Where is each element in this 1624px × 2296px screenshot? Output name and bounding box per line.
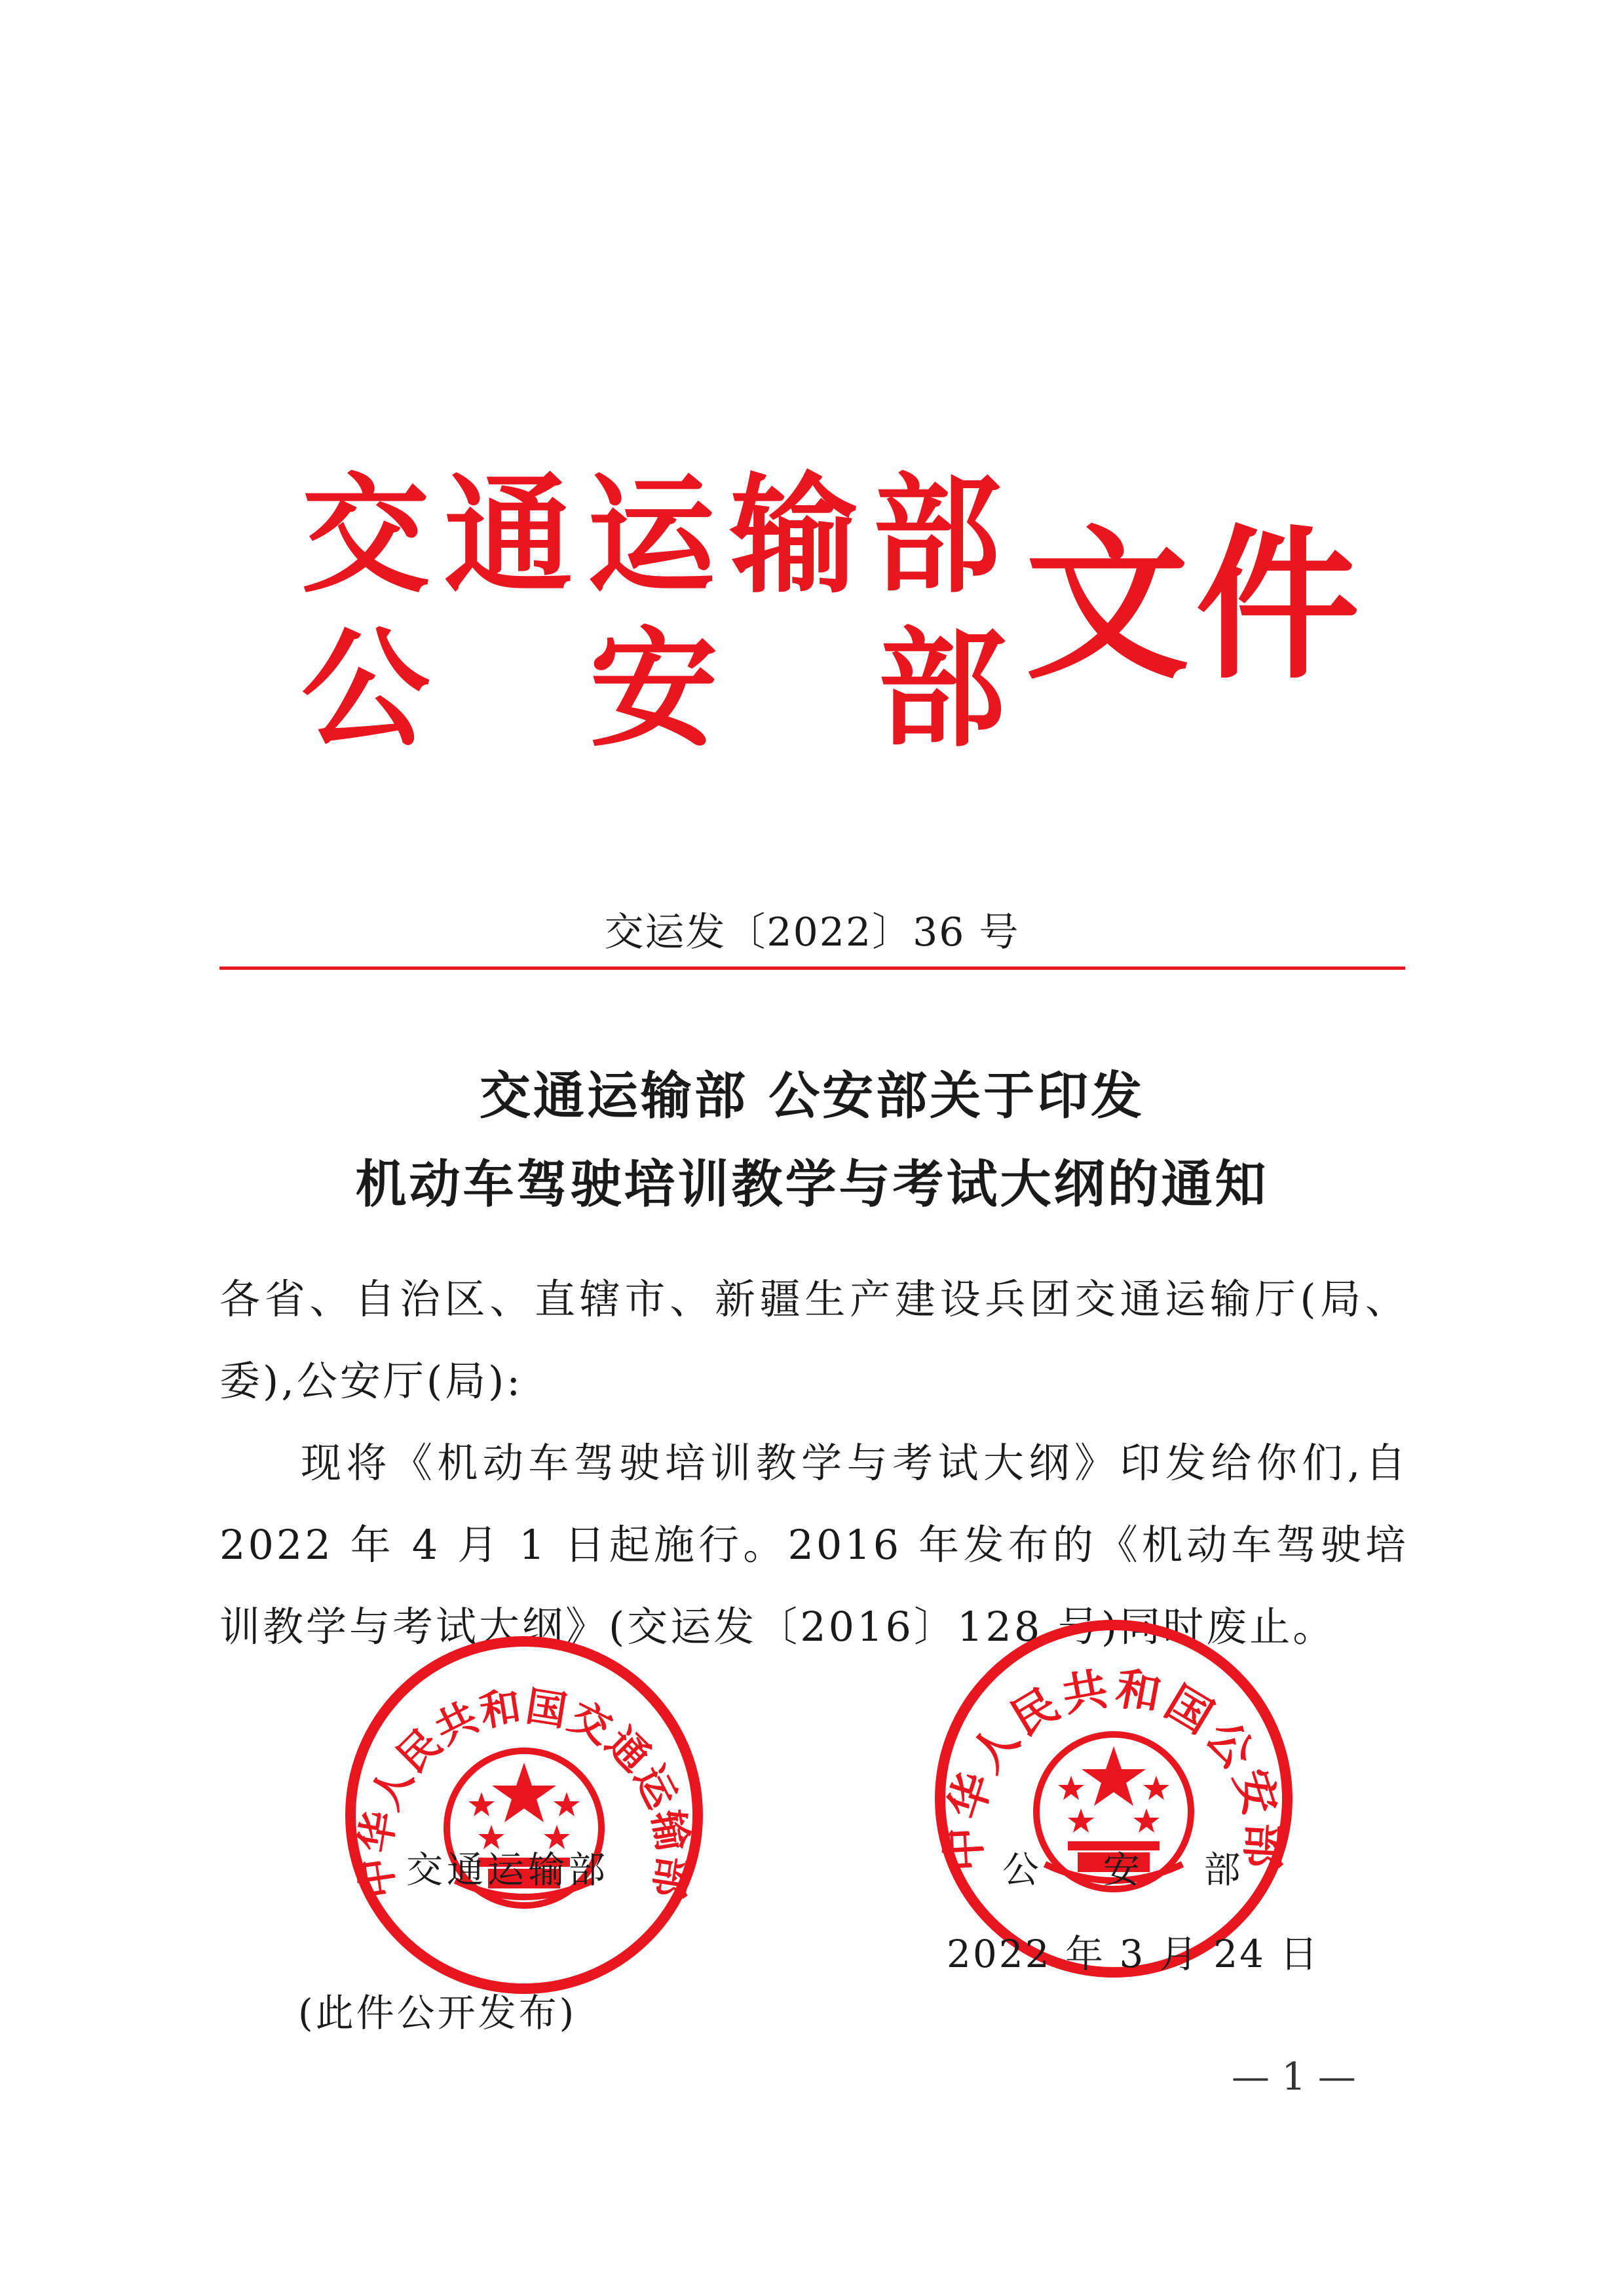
red-divider	[219, 966, 1405, 970]
seal-ring-text: 中华人民共和国交通运输部	[350, 1681, 698, 1902]
header-document-label: 文件	[1025, 510, 1366, 701]
header-issuer-2-char: 公	[301, 615, 430, 765]
release-note: (此件公开发布)	[298, 1991, 577, 2035]
header-issuer-1: 交通运输部	[301, 461, 1016, 611]
addressee: 各省、自治区、直辖市、新疆生产建设兵团交通运输厅(局、委),公安厅(局):	[219, 1275, 1408, 1405]
document-title-line1: 交通运输部 公安部关于印发	[479, 1067, 1145, 1126]
page-number: — 1 —	[1232, 2054, 1356, 2099]
signer-transport-ministry: 交通运输部	[406, 1849, 609, 1892]
document-title-line2: 机动车驾驶培训教学与考试大纲的通知	[355, 1155, 1269, 1214]
document-number: 交运发〔2022〕36 号	[604, 909, 1020, 955]
seal-transport-ministry	[341, 1632, 708, 1999]
header-issuer-2-char: 安	[590, 615, 719, 765]
seal-ring-text: 中华人民共和国公安部	[937, 1662, 1290, 1873]
header-issuer-2-char: 部	[878, 615, 1007, 765]
issue-date: 2022 年 3 月 24 日	[947, 1932, 1320, 1976]
body-paragraph: 现将《机动车驾驶培训教学与考试大纲》印发给你们,自 2022 年 4 月 1 日起施行。2016 年发布的《机动车驾驶培训教学与考试大纲》(交运发〔2016〕128 号)同时废止。	[219, 1439, 1408, 1651]
signer-public-security-ministry: 公 安 部	[1002, 1849, 1267, 1892]
